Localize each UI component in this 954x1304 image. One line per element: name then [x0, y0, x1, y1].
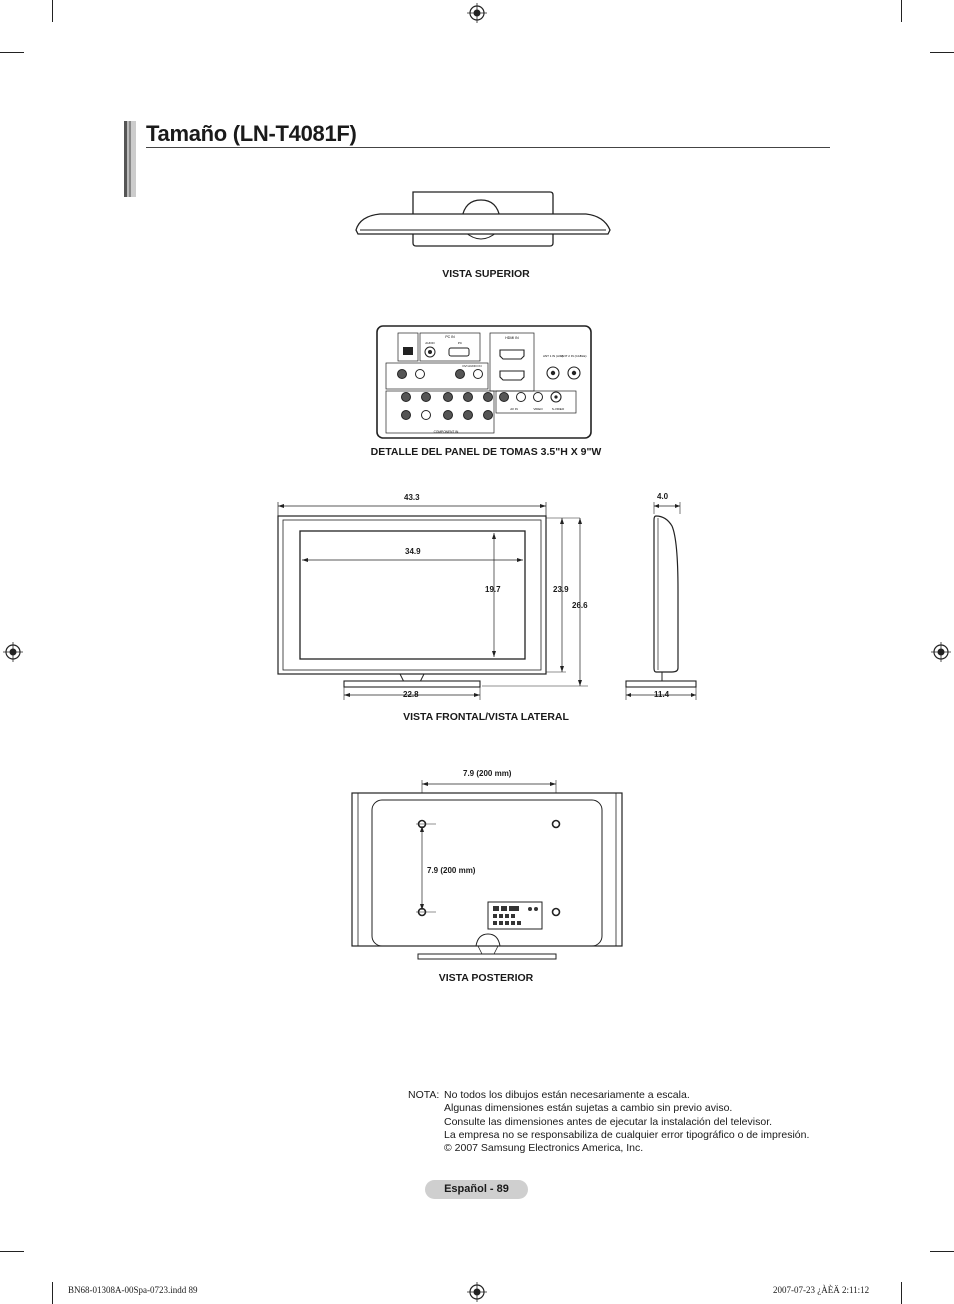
registration-mark-icon — [931, 642, 951, 662]
crop-mark — [930, 52, 954, 53]
crop-mark — [52, 0, 53, 22]
crop-mark — [0, 52, 24, 53]
note-line: Consulte las dimensiones antes de ejecutar la instalación del televisor. — [444, 1115, 773, 1128]
top-view-diagram — [350, 188, 616, 248]
front-side-view-caption: VISTA FRONTAL/VISTA LATERAL — [403, 711, 569, 723]
registration-mark-icon — [467, 1282, 487, 1302]
title-accent-bar — [124, 121, 136, 197]
panel-label-video: VIDEO — [533, 407, 543, 411]
panel-label-ant-air: ANT 1 IN (AIR) — [542, 354, 564, 358]
panel-label-hdmi-in: HDMI IN — [505, 336, 519, 340]
panel-label-audio: AUDIO — [425, 341, 435, 345]
page-title: Tamaño (LN-T4081F) — [146, 121, 357, 146]
connector-panel-diagram — [376, 325, 592, 439]
dim-depth: 4.0 — [657, 492, 669, 501]
panel-label-dvi-audio: DVI AUDIO IN — [462, 364, 482, 368]
dim-vesa-vertical: 7.9 (200 mm) — [427, 866, 476, 875]
page-number: Español - 89 — [425, 1180, 528, 1199]
note-line: © 2007 Samsung Electronics America, Inc. — [444, 1142, 644, 1155]
dim-stand-depth: 11.4 — [654, 690, 670, 699]
dim-stand-width: 22.8 — [403, 690, 419, 699]
dim-vesa-horizontal: 7.9 (200 mm) — [463, 769, 512, 778]
side-view-diagram — [620, 500, 702, 700]
title-divider — [146, 147, 830, 148]
note-line: Algunas dimensiones están sujetas a cambio sin previo aviso. — [444, 1102, 733, 1115]
panel-label-av-in: AV IN — [510, 407, 518, 411]
notes-label: NOTA: — [408, 1089, 440, 1101]
panel-detail-caption: DETALLE DEL PANEL DE TOMAS 3.5"H X 9"W — [370, 446, 602, 458]
dim-body-height: 23.9 — [553, 585, 569, 594]
panel-label-pc: PC — [457, 341, 463, 345]
note-line: La empresa no se responsabiliza de cualquier error tipográfico o de impresión. — [444, 1128, 810, 1141]
panel-label-pc-in: PC IN — [445, 335, 455, 339]
registration-mark-icon — [3, 642, 23, 662]
dim-screen-height: 19.7 — [485, 585, 501, 594]
registration-mark-icon — [467, 3, 487, 23]
top-view-caption: VISTA SUPERIOR — [442, 268, 530, 280]
panel-label-ant-cable: ANT 2 IN (CABLE) — [561, 354, 587, 358]
footer-timestamp: 2007-07-23 ¿ÀÈÄ 2:11:12 — [773, 1285, 870, 1295]
notes-block — [408, 1089, 809, 1155]
footer-file: BN68-01308A-00Spa-0723.indd 89 — [68, 1285, 198, 1295]
rear-view-diagram — [350, 778, 624, 962]
note-line: No todos los dibujos están necesariamente a escala. — [444, 1089, 690, 1101]
rear-view-caption: VISTA POSTERIOR — [438, 972, 534, 984]
dim-total-height: 26.6 — [572, 601, 588, 610]
crop-mark — [930, 1251, 954, 1252]
crop-mark — [0, 1251, 24, 1252]
crop-mark — [52, 1282, 53, 1304]
dim-total-width: 43.3 — [404, 493, 420, 502]
crop-mark — [901, 0, 902, 22]
front-view-diagram — [270, 500, 600, 700]
panel-label-s-video: S-VIDEO — [551, 407, 565, 411]
crop-mark — [901, 1282, 902, 1304]
dim-screen-width: 34.9 — [405, 547, 421, 556]
panel-label-component-in: COMPONENT IN — [433, 430, 459, 434]
